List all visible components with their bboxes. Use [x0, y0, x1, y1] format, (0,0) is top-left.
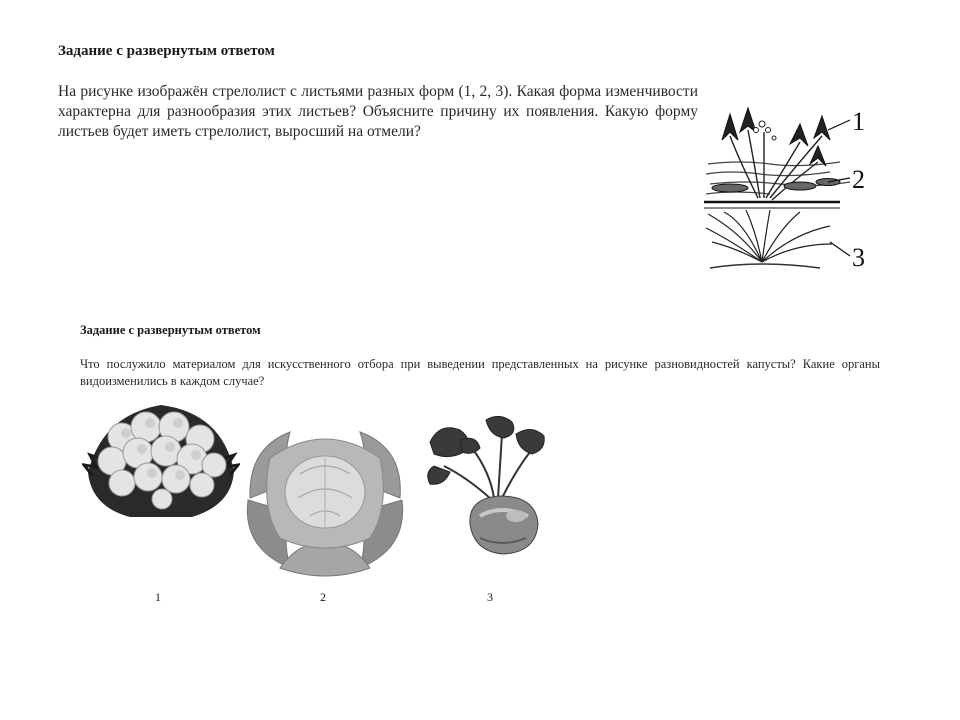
- figure-2-label-1: 1: [155, 590, 161, 604]
- kohlrabi-image: [420, 412, 565, 560]
- task-2-text: Что послужило материалом для искусственного отбора при выведении представленных на рисунке разновидностей капусты? Какие органы видоизменились в каждом случае?: [80, 357, 880, 388]
- task-1-heading: Задание с развернутым ответом: [58, 43, 275, 59]
- task-1: [58, 42, 698, 142]
- figure-2-label-2: 2: [320, 590, 326, 604]
- figure-1-label-2: 2: [852, 165, 865, 194]
- task-1-text: На рисунке изображён стрелолист с листьями разных форм (1, 2, 3). Какая форма изменчивости характерна для разнообразия этих листьев? Объясните причину их появления. Какую форму листьев будет иметь стрелолист, выросший на отмели?: [58, 83, 698, 140]
- figure-1-label-3: 3: [852, 243, 865, 272]
- arrowhead-plant-figure: [700, 102, 890, 274]
- task-2-heading: Задание с развернутым ответом: [80, 323, 261, 337]
- cabbage-image: [240, 418, 410, 580]
- cauliflower-image: [82, 395, 240, 523]
- task-2: [80, 322, 880, 390]
- figure-2-label-3: 3: [487, 590, 493, 604]
- figure-1-label-1: 1: [852, 107, 865, 136]
